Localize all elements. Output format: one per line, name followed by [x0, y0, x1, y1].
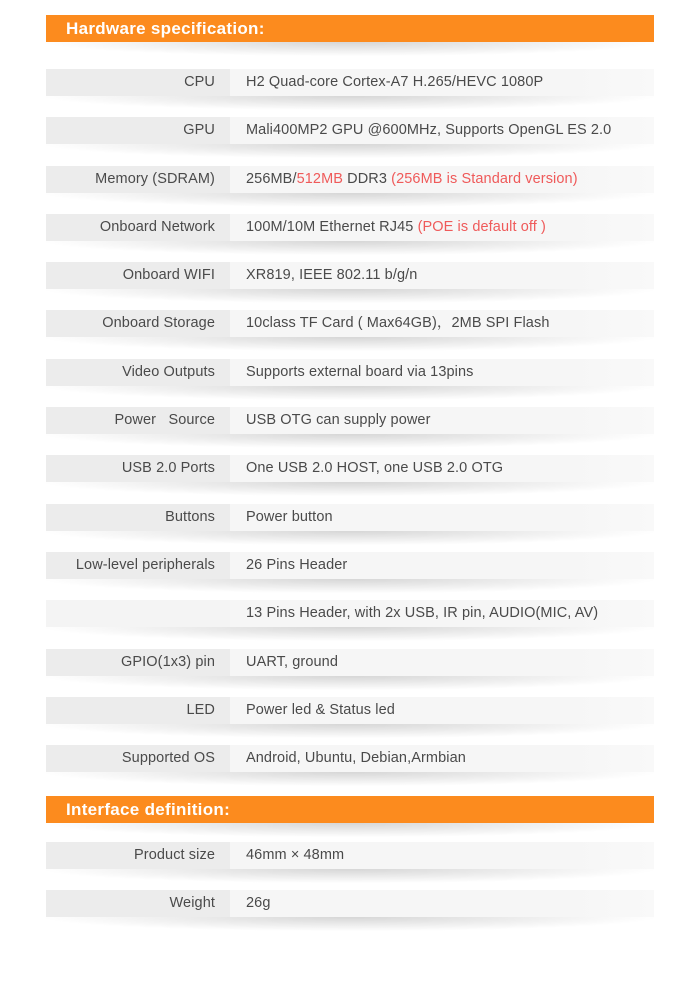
spec-row-led — [46, 697, 654, 724]
spec-value — [230, 166, 654, 193]
spec-label: Onboard WIFI — [46, 262, 230, 289]
spec-label: Video Outputs — [46, 359, 230, 386]
spec-value: H2 Quad-core Cortex-A7 H.265/HEVC 1080P — [230, 69, 654, 96]
spec-row-gpu — [46, 117, 654, 144]
memory-option-highlight: 512MB — [296, 171, 344, 187]
spec-value: Mali400MP2 GPU @600MHz, Supports OpenGL ES 2.0 — [230, 117, 654, 144]
row-shadow — [46, 193, 654, 207]
spec-value: Power led & Status led — [230, 697, 654, 724]
network-note: (POE is default off ) — [417, 219, 546, 235]
spec-row-usb-ports — [46, 455, 654, 482]
memory-note: (256MB is Standard version) — [391, 171, 578, 187]
spec-row-wifi — [46, 262, 654, 289]
interface-section-title: Interface definition: — [66, 800, 231, 819]
spec-value: 46mm × 48mm — [230, 842, 654, 869]
row-shadow — [46, 531, 654, 545]
spec-label: Onboard Storage — [46, 310, 230, 337]
spec-label: Weight — [46, 890, 230, 917]
row-shadow — [46, 144, 654, 158]
spec-value: One USB 2.0 HOST, one USB 2.0 OTG — [230, 455, 654, 482]
spec-value: 13 Pins Header, with 2x USB, IR pin, AUDIO(MIC, AV) — [230, 600, 654, 627]
spec-row-power-source — [46, 407, 654, 434]
row-shadow — [46, 917, 654, 931]
spec-value: Power button — [230, 504, 654, 531]
spec-value: Supports external board via 13pins — [230, 359, 654, 386]
spec-label: Supported OS — [46, 745, 230, 772]
spec-row-gpio — [46, 649, 654, 676]
row-shadow — [46, 96, 654, 110]
header-shadow — [46, 42, 654, 56]
spec-value: Android, Ubuntu, Debian,Armbian — [230, 745, 654, 772]
row-shadow — [46, 386, 654, 400]
spec-label: USB 2.0 Ports — [46, 455, 230, 482]
network-base: 100M/10M Ethernet RJ45 — [246, 219, 418, 235]
spec-value: 26 Pins Header — [230, 552, 654, 579]
row-shadow — [46, 724, 654, 738]
row-shadow — [46, 289, 654, 303]
spec-row-weight — [46, 890, 654, 917]
memory-base: 256MB/ — [246, 171, 297, 187]
spec-value — [230, 214, 654, 241]
spec-row-cpu — [46, 69, 654, 96]
row-shadow — [46, 579, 654, 593]
spec-row-13pin-header — [46, 600, 654, 627]
spec-row-memory — [46, 166, 654, 193]
spec-label — [46, 600, 230, 627]
spec-row-buttons — [46, 504, 654, 531]
spec-row-supported-os — [46, 745, 654, 772]
spec-value: UART, ground — [230, 649, 654, 676]
spec-value: XR819, IEEE 802.11 b/g/n — [230, 262, 654, 289]
row-shadow — [46, 241, 654, 255]
hardware-section-title: Hardware specification: — [66, 19, 265, 38]
spec-row-video-outputs — [46, 359, 654, 386]
spec-row-product-size — [46, 842, 654, 869]
spec-label: Power Source — [46, 407, 230, 434]
spec-label: GPU — [46, 117, 230, 144]
spec-label: Onboard Network — [46, 214, 230, 241]
spec-label: CPU — [46, 69, 230, 96]
row-shadow — [46, 337, 654, 351]
spec-label: Buttons — [46, 504, 230, 531]
spec-row-peripherals — [46, 552, 654, 579]
spec-row-network — [46, 214, 654, 241]
hardware-section-header — [46, 15, 654, 42]
spec-value: 26g — [230, 890, 654, 917]
spec-row-storage — [46, 310, 654, 337]
header-shadow — [46, 823, 654, 837]
row-shadow — [46, 627, 654, 641]
spec-label: LED — [46, 697, 230, 724]
row-shadow — [46, 772, 654, 786]
memory-type: DDR3 — [343, 171, 392, 187]
row-shadow — [46, 434, 654, 448]
row-shadow — [46, 482, 654, 496]
spec-label: Product size — [46, 842, 230, 869]
interface-section-header — [46, 796, 654, 823]
spec-label: Low-level peripherals — [46, 552, 230, 579]
spec-label: GPIO(1x3) pin — [46, 649, 230, 676]
spec-value: 10class TF Card ( Max64GB)，2MB SPI Flash — [230, 310, 654, 337]
row-shadow — [46, 676, 654, 690]
row-shadow — [46, 869, 654, 883]
spec-label: Memory (SDRAM) — [46, 166, 230, 193]
spec-value: USB OTG can supply power — [230, 407, 654, 434]
